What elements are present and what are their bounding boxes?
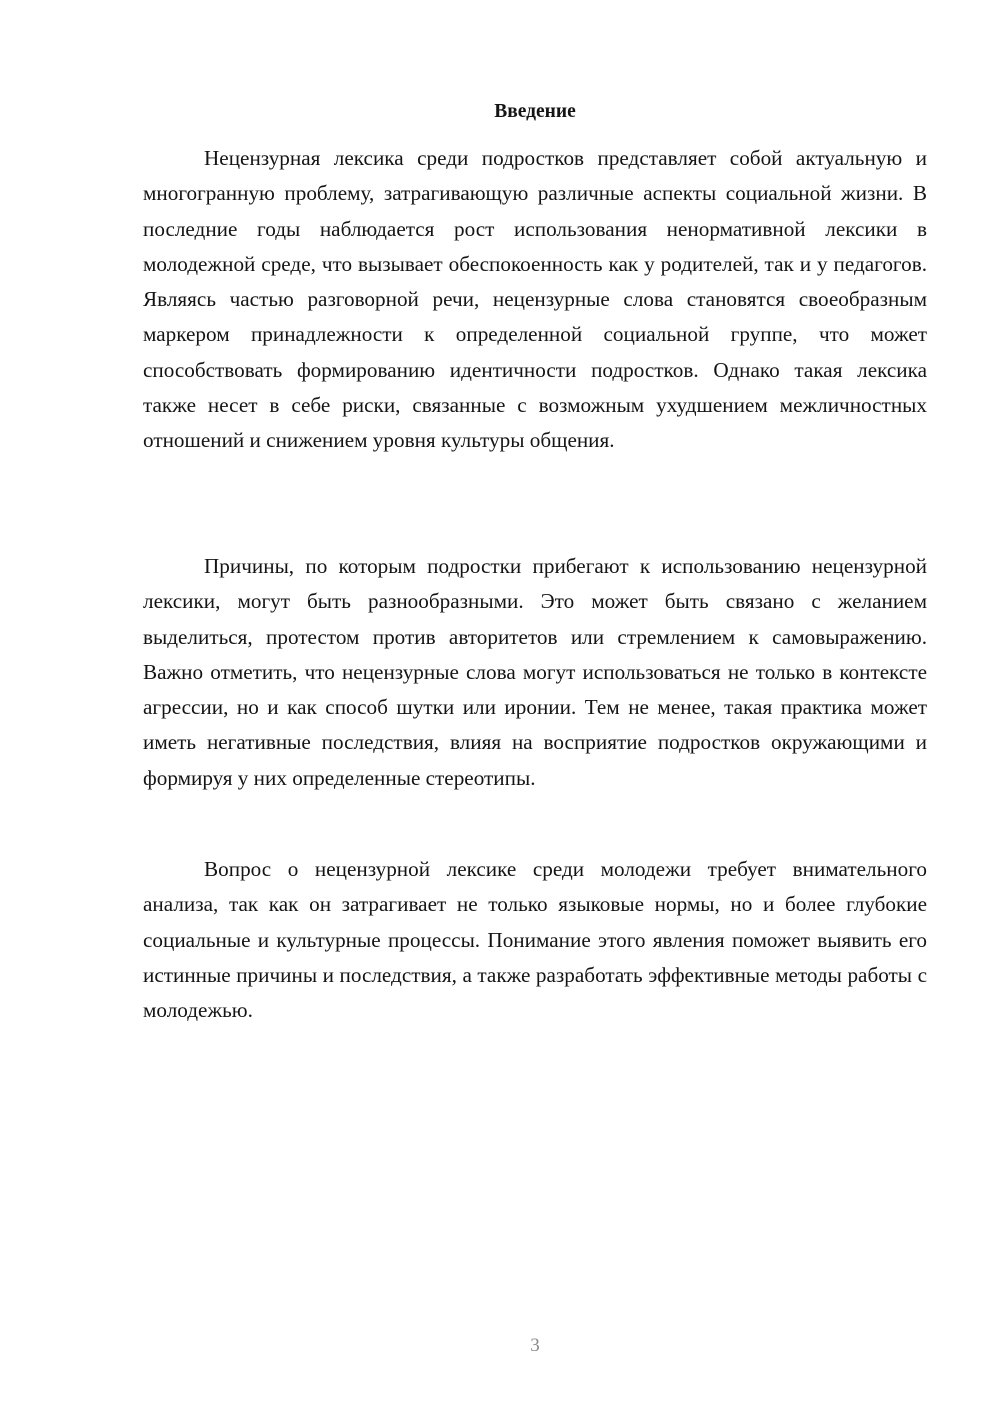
paragraph-2: Причины, по которым подростки прибегают к использованию нецензурной лексики, могут быть разнообразными. Это может быть связано с желанием выделиться, протестом против авторитетов или стремлением к самовыражению. Важно отметить, что нецензурные слова могут использоваться не только в контексте агрессии, но и как способ шутки или иронии. Тем не менее, такая практика может иметь негативные последствия, влияя на восприятие подростков окружающими и формируя у них определенные стереотипы.: [143, 554, 927, 790]
paragraph-1: Нецензурная лексика среди подростков представляет собой актуальную и многогранную проблему, затрагивающую различные аспекты социальной жизни. В последние годы наблюдается рост использования ненормативной лексики в молодежной среде, что вызывает обеспокоенность как у родителей, так и у педагогов. Являясь частью разговорной речи, нецензурные слова становятся своеобразным маркером принадлежности к определенной социальной группе, что может способствовать формированию идентичности подростков. Однако такая лексика также несет в себе риски, связанные с возможным ухудшением межличностных отношений и снижением уровня культуры общения.: [143, 146, 927, 453]
paragraph-3: Вопрос о нецензурной лексике среди молодежи требует внимательного анализа, так как он затрагивает не только языковые нормы, но и более глубокие социальные и культурные процессы. Понимание этого явления поможет выявить его истинные причины и последствия, а также разработать эффективные методы работы с молодежью.: [143, 857, 927, 1023]
section-heading: Введение: [494, 101, 576, 122]
page-number: 3: [530, 1335, 540, 1356]
